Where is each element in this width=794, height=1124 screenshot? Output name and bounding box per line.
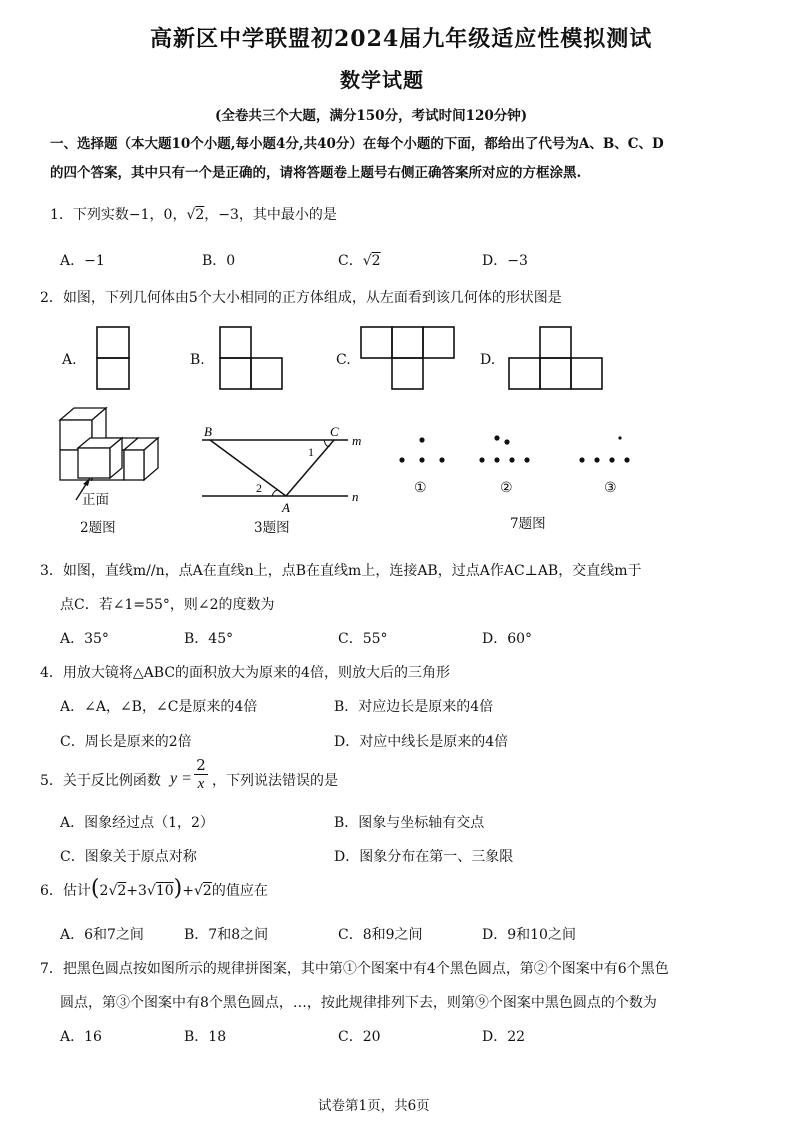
q1-option-a[interactable]: A．−1 [60,253,105,269]
q7-option-d[interactable]: D．22 [482,1029,526,1045]
question-7-line1: 7．把黑色圆点按如图所示的规律拼图案，其中第①个图案中有4个黑色圆点，第②个图案中有6个黑色 [40,961,669,977]
question-6-stem [40,876,268,901]
q5-option-a[interactable]: A．图象经过点（1，2） [60,815,214,831]
q5-fraction-den: x [197,776,205,792]
exam-subtitle: 数学试题 [340,68,424,92]
q3-option-b[interactable]: B．45° [184,631,234,647]
fig3-label-m: m [352,433,362,448]
q3-option-d[interactable]: D．60° [482,631,533,647]
q6-radicand-3: 2 [202,883,212,899]
q4-option-a[interactable]: A．∠A，∠B，∠C是原来的4倍 [60,699,258,715]
question-4-stem: 4．用放大镜将△ABC的面积放大为原来的4倍，则放大后的三角形 [40,665,450,681]
q2-option-b-figure [219,326,283,390]
q2-option-b-label[interactable]: B. [190,352,205,368]
q1-stem-a: 1．下列实数−1，0， [50,207,187,223]
q1-option-d[interactable]: D．−3 [482,253,528,269]
sqrt-symbol: √ [108,883,118,899]
q2-option-a-figure [96,326,130,390]
fig7-label-2: ② [500,480,513,496]
fig3-label-B: B [204,424,212,439]
q5-option-d[interactable]: D．图象分布在第一、三象限 [334,849,514,865]
question-3-line2: 点C．若∠1=55°，则∠2的度数为 [60,597,275,613]
q3-option-a[interactable]: A．35° [60,631,109,647]
fig2-caption: 2题图 [80,520,116,536]
paren-close: ) [173,876,183,901]
question-2-stem: 2．如图，下列几何体由5个大小相同的正方体组成，从左面看到该几何体的形状图是 [40,290,562,306]
sqrt-symbol: √ [186,207,196,223]
q2-option-d-figure [508,326,604,390]
paren-open: ( [90,876,100,901]
fig3-label-n: n [352,489,359,504]
q4-option-d[interactable]: D．对应中线长是原来的4倍 [334,734,509,750]
section-instruction-line2: 的四个答案，其中只有一个是正确的，请将答题卷上题号右侧正确答案所对应的方框涂黑. [50,165,582,181]
q6-expr-b: +3 [126,883,147,899]
q6-stem-b: 的值应在 [211,883,268,899]
q6-option-b[interactable]: B．7和8之间 [184,927,269,943]
q2-option-c-figure [360,326,456,390]
exam-note: (全卷共三个大题，满分150分，考试时间120分钟) [215,108,528,124]
fig3-caption: 3题图 [254,520,290,536]
q7-option-a[interactable]: A．16 [60,1029,102,1045]
q1-option-c[interactable] [338,250,381,270]
fig3-parallel-lines [198,420,370,516]
q5-fraction [194,756,208,793]
q7-option-c[interactable]: C．20 [338,1029,381,1045]
exam-title: 高新区中学联盟初2024届九年级适应性模拟测试 [150,26,653,52]
q6-option-c[interactable]: C．8和9之间 [338,927,423,943]
q5-option-b[interactable]: B．图象与坐标轴有交点 [334,815,485,831]
q4-option-c[interactable]: C．周长是原来的2倍 [60,734,192,750]
question-1-stem [50,204,337,224]
q4-option-b[interactable]: B．对应边长是原来的4倍 [334,699,494,715]
fig3-label-angle2: 2 [256,481,262,495]
fig2-front-label: 正面 [82,492,109,508]
q1-sqrt-radicand: 2 [195,207,205,223]
fig3-label-A: A [282,500,290,515]
q5-func-y: y = [170,770,192,787]
question-5-stem-a: 5．关于反比例函数 [40,773,161,789]
q3-option-c[interactable]: C．55° [338,631,388,647]
q6-radicand-2: 10 [155,883,174,899]
q2-option-d-label[interactable]: D. [480,352,496,368]
section-instruction-line1: 一、选择题（本大题10个小题,每小题4分,共40分）在每个小题的下面，都给出了代号为A、B、C、D [50,136,664,152]
fig7-label-1: ① [414,480,427,496]
q1-option-c-radicand: 2 [371,253,381,269]
q5-fraction-num: 2 [194,756,208,775]
question-5-stem-b: ，下列说法错误的是 [212,773,338,789]
q1-option-c-label: C． [338,253,363,269]
sqrt-symbol: √ [362,253,372,269]
question-3-line1: 3．如图，直线m//n，点A在直线n上，点B在直线m上，连接AB，过点A作AC⊥AB，交直线m于 [40,563,642,579]
q1-stem-b: ，−3，其中最小的是 [204,207,337,223]
fig3-label-C: C [330,424,339,439]
fig7-caption: 7题图 [510,516,546,532]
q6-option-a[interactable]: A．6和7之间 [60,927,144,943]
fig7-dot-patterns [392,430,652,470]
question-7-line2: 圆点，第③个图案中有8个黑色圆点，…，按此规律排列下去，则第⑨个图案中黑色圆点的个数为 [60,995,657,1011]
q6-expr-a: 2 [99,883,109,899]
q2-option-a-label[interactable]: A. [62,352,77,368]
fig7-label-3: ③ [604,480,617,496]
q2-option-c-label[interactable]: C. [336,352,351,368]
sqrt-symbol: √ [146,883,156,899]
q5-option-c[interactable]: C．图象关于原点对称 [60,849,197,865]
q6-expr-c: + [182,883,194,899]
fig3-label-angle1: 1 [308,445,314,459]
q6-radicand-1: 2 [117,883,127,899]
fig2-cube-solid [50,404,170,512]
q6-option-d[interactable]: D．9和10之间 [482,927,576,943]
page-footer: 试卷第1页，共6页 [318,1098,430,1114]
q6-stem-a: 6．估计 [40,883,91,899]
sqrt-symbol: √ [194,883,203,899]
q1-option-b[interactable]: B．0 [202,253,236,269]
q7-option-b[interactable]: B．18 [184,1029,227,1045]
